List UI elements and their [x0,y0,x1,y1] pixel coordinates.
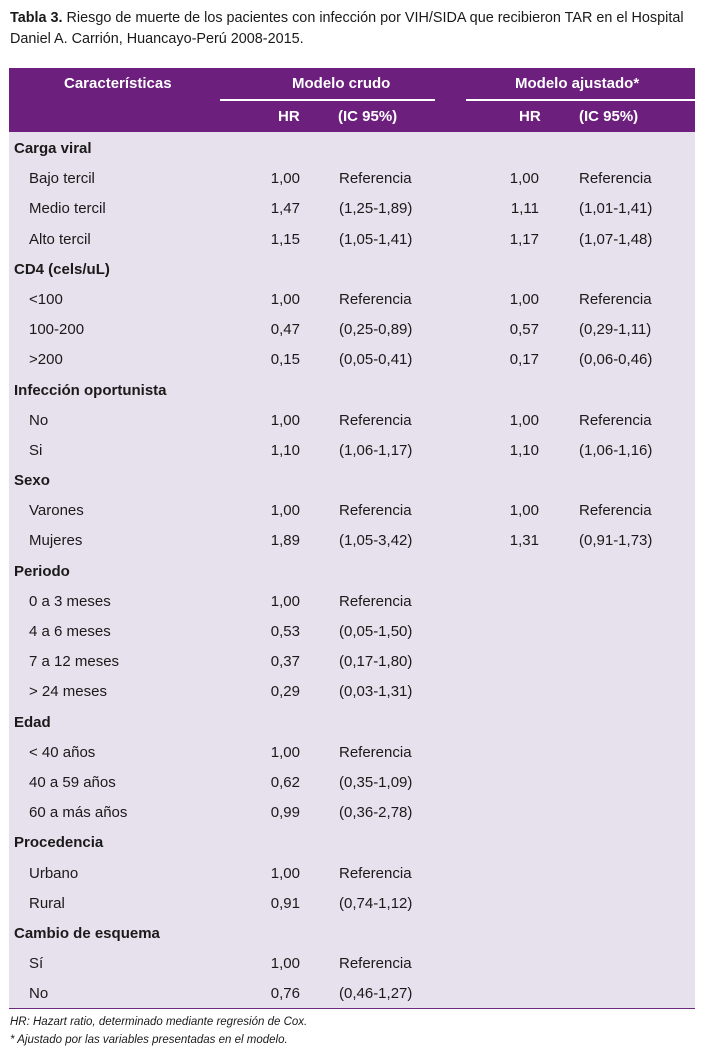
ci-crude-cell: Referencia [339,411,412,429]
footnote-adjusted: * Ajustado por las variables presentadas en el modelo. [10,1034,288,1046]
row-label: No [29,985,49,1003]
hr-crude-cell: 0,15 [270,351,300,369]
hr-crude-cell: 0,47 [270,321,300,339]
ci-adjusted-cell: (1,01-1,41) [579,200,653,218]
row-label: Edad [14,713,51,731]
hr-crude-cell: 1,15 [270,230,300,248]
hr-crude-cell: 0,53 [270,623,300,640]
hr-adjusted-cell: 0,57 [509,321,539,339]
ci-crude-cell: (0,36-2,78) [339,804,413,822]
table-row [9,437,695,467]
row-label: Bajo tercil [29,170,95,188]
table-row [9,588,695,618]
category-row [9,135,695,165]
row-label: 4 a 6 meses [29,623,111,640]
hazard-table [9,68,695,1009]
table-row [9,678,695,708]
table-row [9,286,695,316]
category-row [9,829,695,859]
hr-adjusted-cell: 1,00 [509,411,539,429]
hr-crude-cell: 0,62 [270,773,300,791]
table-row [9,497,695,527]
table-caption [10,8,694,50]
ci-adjusted-cell: Referencia [579,502,652,520]
ci-adjusted-cell: (0,91-1,73) [579,532,653,550]
ci-crude-cell: (0,05-1,50) [339,623,413,640]
category-row [9,920,695,950]
row-label: Sexo [14,472,50,490]
hr-crude-cell: 1,00 [270,592,300,610]
category-row [9,558,695,588]
header-hr-crude: HR [278,108,300,125]
row-label: Medio tercil [29,200,106,218]
table-row [9,890,695,920]
hr-crude-cell: 0,91 [270,894,300,912]
table-row [9,769,695,799]
hr-adjusted-cell: 1,00 [509,170,539,188]
row-label: Mujeres [29,532,83,550]
hr-adjusted-cell: 1,11 [510,200,539,218]
header-adjusted-model: Modelo ajustado* [515,75,640,92]
hr-crude-cell: 1,00 [270,864,300,882]
hr-crude-cell: 1,00 [270,743,300,761]
category-row [9,377,695,407]
ci-crude-cell: (0,25-0,89) [339,321,413,339]
hr-crude-cell: 1,00 [270,290,300,308]
table-row [9,195,695,225]
ci-crude-cell: (1,05-1,41) [339,230,413,248]
ci-crude-cell: (0,05-0,41) [339,351,413,369]
ci-crude-cell: Referencia [339,743,412,761]
category-row [9,256,695,286]
header-hr-adjusted: HR [519,108,541,125]
hr-crude-cell: 1,00 [270,955,300,973]
ci-crude-cell: Referencia [339,502,412,520]
ci-adjusted-cell: (0,06-0,46) [579,351,653,369]
hr-crude-cell: 1,89 [270,532,300,550]
hr-crude-cell: 0,76 [270,985,300,1003]
table-row [9,226,695,256]
row-label: 7 a 12 meses [29,653,120,671]
row-label: >200 [29,351,63,369]
ci-crude-cell: Referencia [339,290,412,308]
row-label: < 40 años [29,743,96,761]
caption-label: Tabla 3. [10,10,63,26]
hr-crude-cell: 1,00 [270,502,300,520]
ci-crude-cell: (0,17-1,80) [339,653,413,671]
row-label: <100 [29,290,63,308]
row-label: 40 a 59 años [29,773,116,791]
category-row [9,467,695,497]
hr-adjusted-cell: 1,00 [509,290,539,308]
row-label: Varones [29,502,84,520]
caption-text: Riesgo de muerte de los pacientes con infección por VIH/SIDA que recibieron TAR en el Hospital Daniel A. Carrión, Huancayo-Perú 2008-2015. [10,10,684,47]
hr-adjusted-cell: 1,31 [509,532,539,550]
row-label: Alto tercil [29,230,91,248]
category-row [9,709,695,739]
row-label: 60 a más años [29,804,128,822]
table-header [9,68,695,132]
row-label: Procedencia [14,834,104,852]
adjusted-model-rule [466,99,695,101]
hr-adjusted-cell: 1,10 [509,441,539,459]
header-crude-model: Modelo crudo [292,75,391,92]
row-label: 0 a 3 meses [29,592,111,610]
row-label: Rural [29,894,65,912]
ci-crude-cell: Referencia [339,170,412,188]
table-row [9,648,695,678]
row-label: Periodo [14,562,70,580]
ci-adjusted-cell: Referencia [579,290,652,308]
row-label: Infección oportunista [14,381,167,399]
hr-crude-cell: 1,10 [270,441,300,459]
hr-adjusted-cell: 0,17 [509,351,539,369]
ci-crude-cell: (1,25-1,89) [339,200,413,218]
table-row [9,346,695,376]
ci-crude-cell: Referencia [339,864,412,882]
ci-adjusted-cell: (1,06-1,16) [579,441,653,459]
hr-crude-cell: 1,00 [270,411,300,429]
row-label: 100-200 [29,321,85,339]
row-label: No [29,411,49,429]
row-label: Si [29,441,43,459]
ci-adjusted-cell: Referencia [579,170,652,188]
row-label: Urbano [29,864,79,882]
footnote-hr: HR: Hazart ratio, determinado mediante regresión de Cox. [10,1016,308,1028]
table-body [9,135,695,1010]
row-label: Cambio de esquema [14,924,160,942]
ci-crude-cell: (0,46-1,27) [339,985,413,1003]
ci-crude-cell: (0,03-1,31) [339,683,413,701]
table-row [9,860,695,890]
table-row [9,950,695,980]
table-row [9,407,695,437]
hr-crude-cell: 0,37 [270,653,300,671]
table-row [9,165,695,195]
ci-adjusted-cell: (1,07-1,48) [579,230,653,248]
ci-adjusted-cell: (0,29-1,11) [579,321,652,339]
ci-crude-cell: Referencia [339,592,412,610]
hr-crude-cell: 0,99 [270,804,300,822]
crude-model-rule [220,99,435,101]
table-row [9,618,695,648]
table-row [9,527,695,557]
ci-crude-cell: (0,35-1,09) [339,773,413,791]
ci-crude-cell: (1,06-1,17) [339,441,413,459]
hr-adjusted-cell: 1,17 [509,230,539,248]
ci-crude-cell: (0,74-1,12) [339,894,413,912]
hr-crude-cell: 1,47 [270,200,300,218]
ci-crude-cell: (1,05-3,42) [339,532,413,550]
hr-crude-cell: 0,29 [270,683,300,701]
row-label: Carga viral [14,140,92,157]
header-characteristics: Características [64,75,172,92]
table-row [9,316,695,346]
ci-crude-cell: Referencia [339,955,412,973]
table-row [9,739,695,769]
row-label: CD4 (cels/uL) [14,260,110,278]
header-ci-adjusted: (IC 95%) [579,108,639,125]
header-ci-crude: (IC 95%) [338,108,398,125]
row-label: > 24 meses [29,683,107,701]
ci-adjusted-cell: Referencia [579,411,652,429]
row-label: Sí [29,955,44,973]
hr-crude-cell: 1,00 [270,170,300,188]
hr-adjusted-cell: 1,00 [509,502,539,520]
table-row [9,799,695,829]
table-row [9,980,695,1010]
